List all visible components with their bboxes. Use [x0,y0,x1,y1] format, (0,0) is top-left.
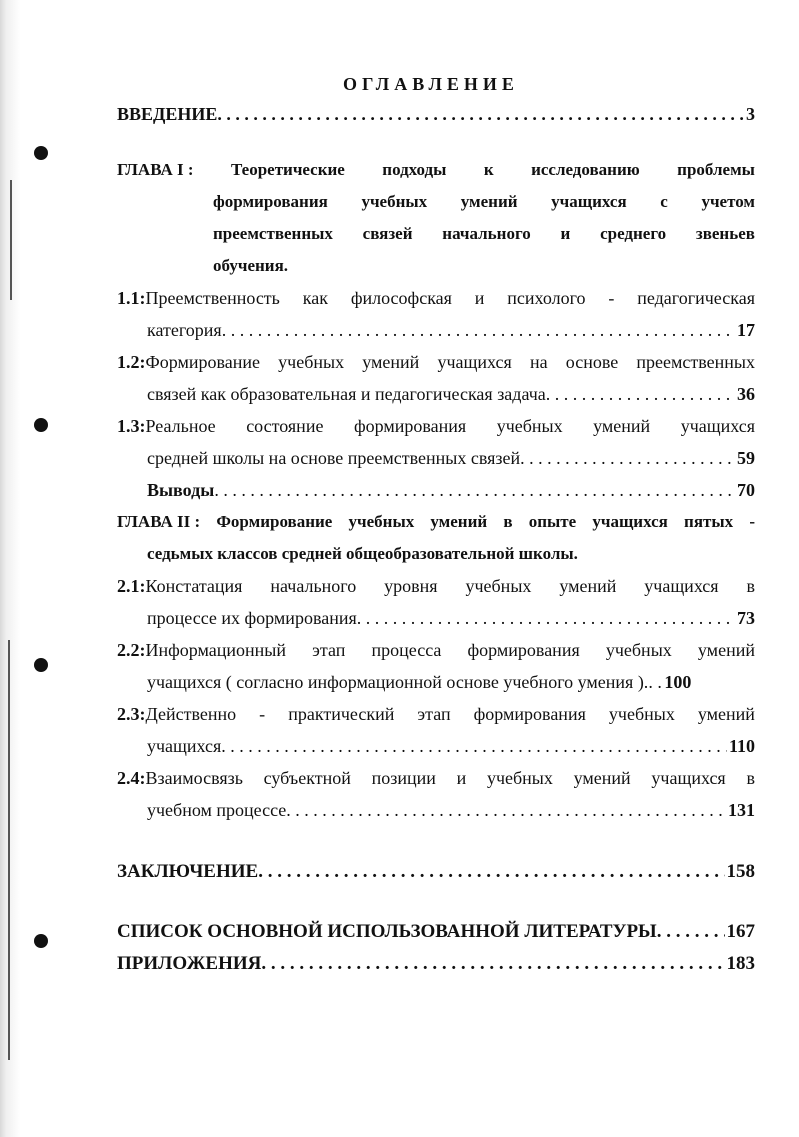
section-number: 2.4: [117,768,146,788]
toc-section-1-2[interactable] [117,346,755,410]
leader-dots [520,442,735,474]
toc-page-number: 59 [737,448,755,468]
leader-dots [258,856,724,888]
toc-section-2-2[interactable] [117,634,755,698]
leader-dots [657,916,725,948]
toc-page-number: 183 [726,953,755,974]
section-number: 2.2: [117,640,146,660]
scan-edge-shadow [0,0,22,1137]
page-title: ОГЛАВЛЕНИЕ [343,74,519,94]
leader-dots [357,602,735,634]
toc-section-2-3[interactable] [117,698,755,762]
chapter-1-line-2: формирования учебных умений учащихся с учетом [213,192,755,211]
section-line-2: связей как образовательная и педагогическая задача . . . 36 [117,378,755,410]
toc-section-1-3[interactable] [117,410,755,474]
toc-label: ПРИЛОЖЕНИЯ [117,953,262,974]
punch-hole-icon [34,934,48,948]
chapter-2-line-1: ГЛАВА II : Формирование учебных умений в опыте учащихся пятых - [117,506,755,538]
section-line-1: 1.2:Формирование учебных умений учащихся на основе преемственных [117,352,755,372]
chapter-2-line-2: седьмых классов средней общеобразовательной школы. [147,544,578,563]
leader-dots [217,98,744,130]
toc-entry-conclusion[interactable] [117,856,755,888]
toc-page-number: 100 [664,672,692,692]
toc-entry-conclusions[interactable] [117,474,755,506]
toc-page-number: 158 [726,861,755,882]
toc-label: ВВЕДЕНИЕ [117,104,218,124]
section-line-1: 2.1:Констатация начального уровня учебных умений учащихся в [117,576,755,596]
scan-artifact-line [8,640,10,1060]
toc-page-number: 131 [728,800,755,820]
leader-dots [222,314,735,346]
toc-page-number: 3 [746,104,755,124]
leader-dots [261,948,724,980]
toc-entry-intro[interactable] [117,98,755,130]
chapter-1-line-3: преемственных связей начального и среднего звеньев [213,224,755,243]
toc-chapter-2[interactable] [117,506,755,570]
section-line-1: 1.1:Преемственность как философская и психолого - педагогическая [117,288,755,308]
leader-dots [286,794,726,826]
chapter-1-label: ГЛАВА I : [117,160,194,179]
section-line-1: 2.2:Информационный этап процесса формирования учебных умений [117,640,755,660]
toc-page-number: 70 [737,480,755,500]
leader-dots [648,666,662,698]
table-of-contents [117,70,755,980]
leader-dots [214,474,735,506]
leader-dots [221,730,727,762]
punch-hole-icon [34,418,48,432]
section-line-2: процессе их формирования . . . 73 [117,602,755,634]
section-line-1: 2.3:Действенно - практический этап формирования учебных умений [117,704,755,724]
section-line-2: категория . . . 17 [117,314,755,346]
section-line-2: учебном процессе . . . 131 [117,794,755,826]
section-line-2: учащихся . . . 110 [117,730,755,762]
toc-label: ЗАКЛЮЧЕНИЕ [117,861,259,882]
section-number: 1.1: [117,288,146,308]
toc-entry-bibliography[interactable] [117,916,755,948]
toc-section-2-1[interactable] [117,570,755,634]
toc-page-number: 110 [728,736,755,756]
section-line-2: учащихся ( согласно информационной основе учебного умения ). . . . 100 [117,666,755,698]
chapter-2-label: ГЛАВА II : [117,512,201,531]
toc-section-1-1[interactable] [117,282,755,346]
toc-chapter-1[interactable] [117,154,755,282]
section-number: 2.1: [117,576,146,596]
section-line-1: 2.4:Взаимосвязь субъектной позиции и учебных умений учащихся в [117,768,755,788]
toc-page-number: 36 [737,384,755,404]
scan-artifact-line [10,180,12,300]
toc-label: Выводы [147,480,215,500]
punch-hole-icon [34,658,48,672]
section-number: 2.3: [117,704,146,724]
chapter-1-line-1: ГЛАВА I : Теоретические подходы к исследованию проблемы [117,154,755,186]
chapter-1-line-4: обучения. [213,256,289,275]
leader-dots [546,378,735,410]
section-number: 1.3: [117,416,146,436]
toc-label: СПИСОК ОСНОВНОЙ ИСПОЛЬЗОВАННОЙ ЛИТЕРАТУРЫ [117,921,657,942]
punch-hole-icon [34,146,48,160]
toc-page-number: 17 [737,320,755,340]
section-number: 1.2: [117,352,146,372]
section-line-2: средней школы на основе преемственных связей . . . 59 [117,442,755,474]
toc-section-2-4[interactable] [117,762,755,826]
toc-page-number: 73 [737,608,755,628]
section-line-1: 1.3:Реальное состояние формирования учебных умений учащихся [117,416,755,436]
toc-entry-appendix[interactable] [117,948,755,980]
toc-page-number: 167 [726,921,755,942]
